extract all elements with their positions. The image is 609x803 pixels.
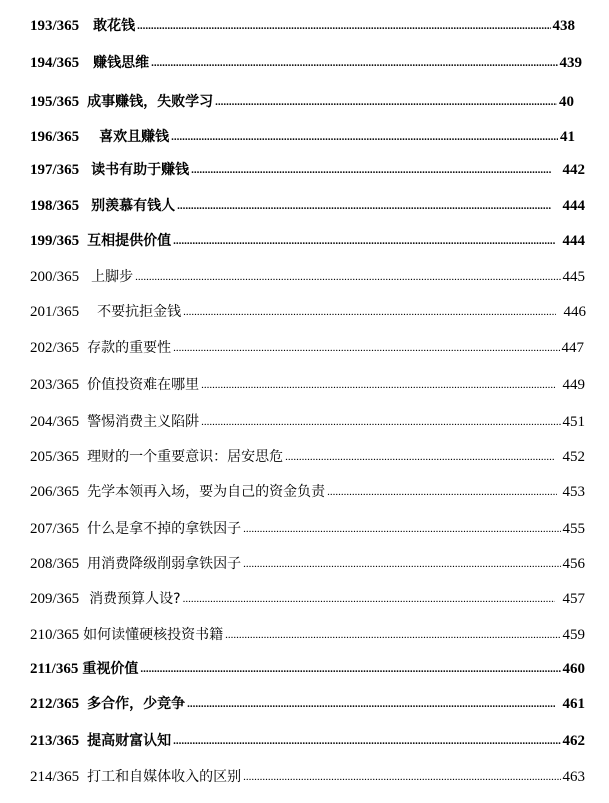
dot-leader [135,270,560,284]
toc-row [30,50,582,72]
toc-entry-title: 警惕消费主义陷阱 [87,414,200,430]
toc-entry-number: 195/365 [30,94,80,110]
toc-entry-number: 205/365 [30,449,80,465]
toc-entry-title: 价值投资难在哪里 [87,377,200,393]
toc-row [30,551,585,573]
dot-leader [183,305,555,319]
toc-entry-page: 463 [562,769,585,785]
toc-entry-page: 442 [562,162,585,178]
toc-entry-title: 不要抗拒金钱 [97,304,182,320]
toc-entry-title: 喜欢且赚钱 [99,129,170,145]
dot-leader [285,450,554,464]
toc-row [30,13,575,35]
toc-row [30,764,585,786]
dot-leader [173,234,554,248]
toc-entry-title: 用消费降级削弱拿铁因子 [87,556,242,572]
dot-leader [140,662,560,676]
toc-entry-title: 别羡慕有钱人 [91,198,176,214]
dot-leader [183,592,555,606]
dot-leader [171,130,558,144]
toc-entry-title: 重视价值 [82,661,139,677]
toc-entry-title: 成事赚钱，失败学习 [87,94,214,110]
toc-entry-page: 462 [562,733,585,749]
toc-entry-number: 213/365 [30,733,80,749]
toc-row [30,586,585,608]
toc-entry-title: 赚钱思维 [93,55,150,71]
toc-entry-page: 453 [562,484,585,500]
toc-entry-page: 445 [562,269,585,285]
dot-leader [225,628,560,642]
toc-entry-page: 459 [562,627,585,643]
dot-leader [243,522,560,536]
toc-entry-number: 199/365 [30,233,80,249]
toc-entry-number: 211/365 [30,661,79,677]
toc-entry-number: 210/365 [30,627,80,643]
toc-row [30,622,585,644]
toc-row [30,372,585,394]
toc-entry-number: 200/365 [30,269,80,285]
dot-leader [327,485,556,499]
toc-entry-page: 41 [560,129,575,145]
toc-entry-page: 460 [562,661,585,677]
toc-entry-page: 456 [562,556,585,572]
toc-entry-page: 449 [562,377,585,393]
toc-entry-number: 208/365 [30,556,80,572]
toc-entry-title: 提高财富认知 [87,733,172,749]
dot-leader [215,95,557,109]
dot-leader [243,557,560,571]
toc-entry-number: 194/365 [30,55,80,71]
toc-entry-title: 什么是拿不掉的拿铁因子 [87,521,242,537]
toc-entry-page: 457 [562,591,585,607]
toc-entry-number: 209/365 [30,591,80,607]
toc-entry-number: 197/365 [30,162,80,178]
toc-row [30,516,585,538]
toc-entry-number: 204/365 [30,414,80,430]
toc-row [30,299,586,321]
toc-entry-title: 打工和自媒体收入的区别 [87,769,242,785]
toc-entry-title: 上脚步 [91,269,134,285]
toc-entry-number: 198/365 [30,198,80,214]
toc-entry-number: 206/365 [30,484,80,500]
toc-entry-page: 461 [562,696,585,712]
dot-leader [173,734,560,748]
dot-leader [177,199,550,213]
toc-entry-page: 455 [562,521,585,537]
dot-leader [173,341,559,355]
toc-entry-page: 452 [562,449,585,465]
toc-row [30,479,585,501]
toc-entry-number: 212/365 [30,696,80,712]
toc-row [30,157,585,179]
toc-row [30,335,584,357]
toc-entry-number: 203/365 [30,377,80,393]
toc-row [30,193,585,215]
toc-entry-number: 207/365 [30,521,80,537]
toc-entry-page: 447 [561,340,584,356]
toc-entry-page: 444 [562,198,585,214]
toc-entry-title: 存款的重要性 [87,340,172,356]
toc-entry-number: 196/365 [30,129,80,145]
toc-row [30,409,585,431]
dot-leader [137,19,550,33]
dot-leader [201,415,560,429]
toc-entry-title: 先学本领再入场，要为自己的资金负责 [87,484,326,500]
toc-row [30,656,585,678]
toc-row [30,264,585,286]
toc-entry-title: 理财的一个重要意识：居安思危 [87,449,284,465]
toc-entry-title: 如何读懂硬核投资书籍 [83,627,224,643]
toc-entry-number: 201/365 [30,304,80,320]
toc-entry-title: 多合作，少竞争 [87,696,186,712]
toc-row [30,89,574,111]
toc-row [30,691,585,713]
toc-entry-page: 444 [562,233,585,249]
dot-leader [191,163,550,177]
toc-row [30,228,585,250]
toc-entry-title: 读书有助于赚钱 [91,162,190,178]
toc-entry-number: 193/365 [30,18,80,34]
dot-leader [243,770,560,784]
toc-row [30,728,585,750]
toc-entry-title: 敢花钱 [93,18,136,34]
toc-entry-page: 439 [559,55,582,71]
dot-leader [151,56,557,70]
toc-entry-page: 446 [563,304,586,320]
toc-entry-number: 214/365 [30,769,80,785]
toc-entry-title: 互相提供价值 [87,233,172,249]
dot-leader [187,697,554,711]
toc-entry-title: 消费预算人设? [89,591,181,607]
toc-row [30,124,575,146]
toc-entry-page: 451 [562,414,585,430]
dot-leader [201,378,554,392]
toc-entry-number: 202/365 [30,340,80,356]
toc-entry-page: 40 [559,94,574,110]
toc-entry-page: 438 [552,18,575,34]
toc-row [30,444,585,466]
